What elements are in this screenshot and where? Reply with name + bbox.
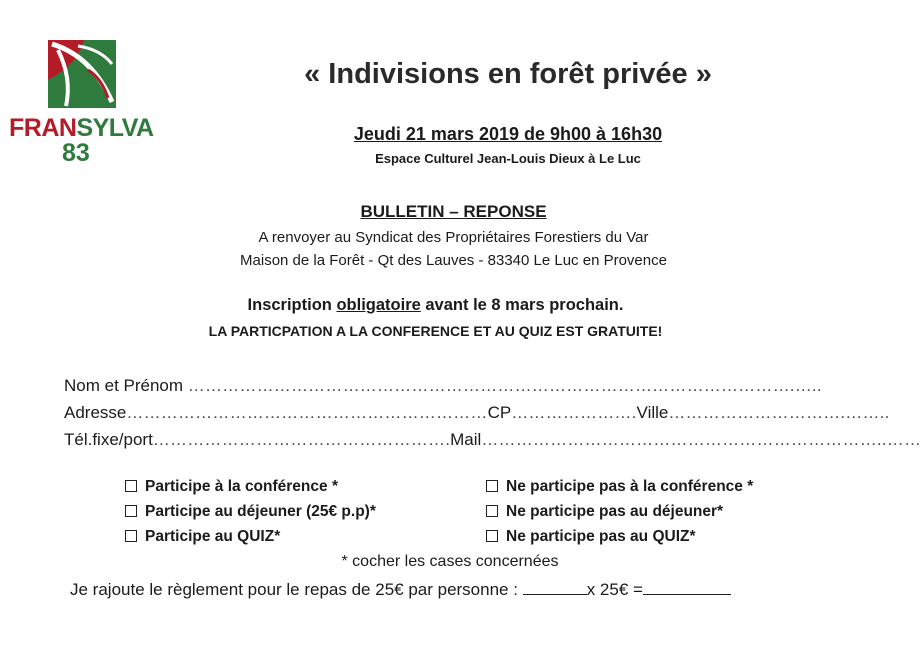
city-label: Ville: [636, 403, 669, 422]
cp-label: CP: [487, 403, 512, 422]
payment-multiplier: x 25€ =: [586, 580, 643, 599]
return-address-line1: A renvoyer au Syndicat des Propriétaires Forestiers du Var: [258, 229, 649, 246]
total-blank-field[interactable]: [643, 580, 731, 595]
checkbox-quiz-yes[interactable]: [125, 528, 280, 546]
phone-dots: …………………………………………….: [152, 430, 451, 449]
logo-wordmark: [9, 115, 154, 141]
inscription-emphasis: obligatoire: [336, 296, 421, 314]
return-address-line2: Maison de la Forêt - Qt des Lauves - 83340 Le Luc en Provence: [240, 252, 667, 269]
checkbox-note: * cocher les cases concernées: [341, 553, 559, 570]
name-field[interactable]: [64, 376, 822, 396]
inscription-suffix: avant le 8 mars prochain.: [420, 296, 624, 314]
address-label: Adresse: [64, 403, 127, 422]
checkbox-icon[interactable]: [486, 530, 498, 542]
checkbox-icon[interactable]: [486, 480, 498, 492]
payment-line: [70, 580, 731, 600]
logo-number: 83: [62, 139, 90, 167]
address-field[interactable]: [64, 403, 890, 423]
checkbox-icon[interactable]: [125, 480, 137, 492]
checkbox-label: Participe à la conférence *: [145, 478, 338, 495]
checkbox-conference-yes[interactable]: [125, 478, 338, 496]
checkbox-icon[interactable]: [486, 505, 498, 517]
checkbox-label: Ne participe pas à la conférence *: [506, 478, 754, 495]
checkbox-label: Participe au QUIZ*: [145, 528, 281, 545]
checkbox-quiz-no[interactable]: [486, 528, 696, 546]
checkbox-label: Ne participe pas au déjeuner*: [506, 503, 724, 520]
phone-label: Tél.fixe/port: [64, 430, 153, 449]
phone-mail-field[interactable]: [64, 430, 921, 450]
checkbox-lunch-yes[interactable]: [125, 503, 376, 521]
event-venue: Espace Culturel Jean-Louis Dieux à Le Luc: [375, 151, 641, 166]
checkbox-conference-no[interactable]: [486, 478, 753, 496]
checkbox-lunch-no[interactable]: [486, 503, 723, 521]
city-dots: ………………………….……..: [668, 403, 890, 422]
quantity-blank-field[interactable]: [523, 580, 587, 595]
mail-dots: ……………………………………………………………..……: [481, 430, 921, 449]
fransylva-logo-icon: [48, 40, 116, 108]
address-dots: ………………………………………………………: [126, 403, 488, 422]
cp-dots: ………………….: [511, 403, 637, 422]
name-dots: …………………………………………………………………………………………….…..: [187, 376, 822, 395]
logo-text-sylva: SYLVA: [76, 114, 154, 142]
event-date: Jeudi 21 mars 2019 de 9h00 à 16h30: [353, 124, 663, 144]
payment-text: Je rajoute le règlement pour le repas de 25€ par personne :: [70, 580, 523, 599]
checkbox-label: Participe au déjeuner (25€ p.p)*: [145, 503, 376, 520]
logo-text-fran: FRAN: [9, 114, 77, 142]
checkbox-label: Ne participe pas au QUIZ*: [506, 528, 696, 545]
mail-label: Mail: [450, 430, 482, 449]
inscription-notice: [0, 296, 871, 315]
checkbox-icon[interactable]: [125, 530, 137, 542]
name-label: Nom et Prénom: [64, 376, 184, 395]
page-title: « Indivisions en forêt privée »: [304, 58, 712, 90]
inscription-prefix: Inscription: [247, 296, 337, 314]
checkbox-icon[interactable]: [125, 505, 137, 517]
free-participation-notice: LA PARTICPATION A LA CONFERENCE ET AU QUIZ EST GRATUITE!: [208, 323, 663, 339]
bulletin-heading: BULLETIN – REPONSE: [360, 202, 547, 221]
